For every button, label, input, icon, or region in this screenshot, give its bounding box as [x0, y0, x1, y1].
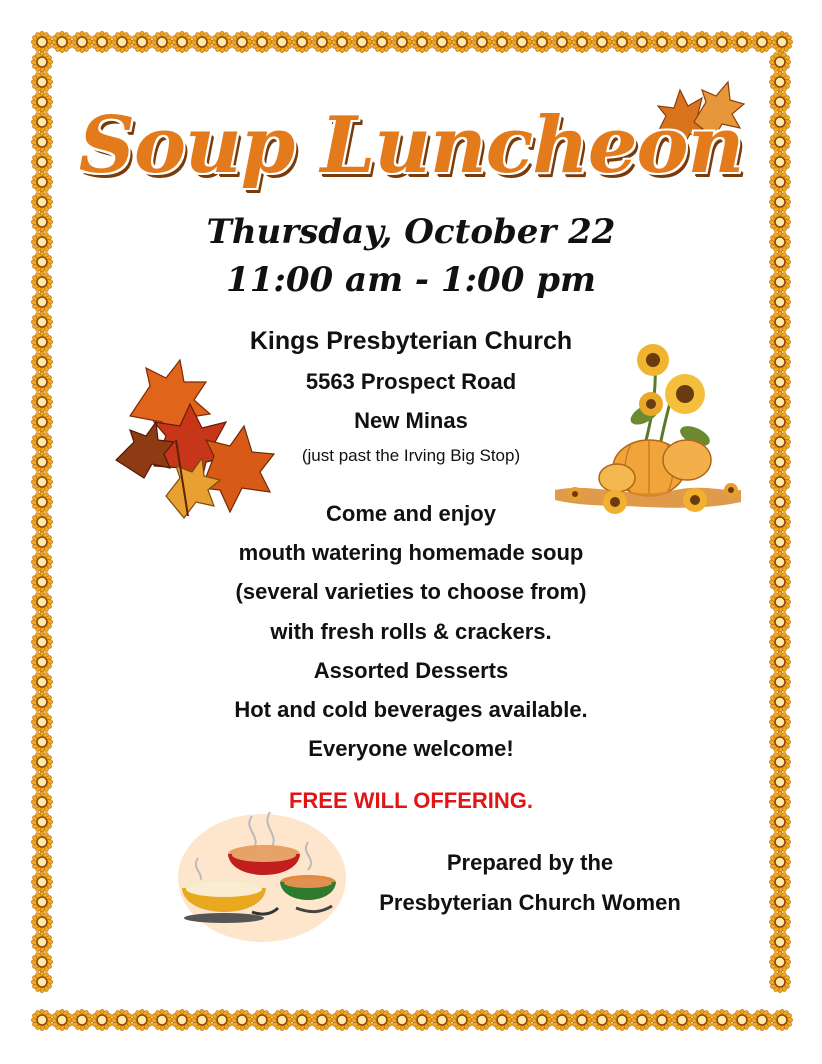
sunflower-border-flower	[451, 31, 472, 52]
sunflower-border-flower	[411, 1009, 432, 1030]
sunflower-border-flower	[511, 31, 532, 52]
sunflower-border-flower	[591, 1009, 612, 1030]
sunflower-border-flower	[771, 31, 792, 52]
sunflower-border-flower	[491, 31, 512, 52]
sunflower-border-flower	[651, 31, 672, 52]
sunflower-border-flower	[411, 31, 432, 52]
sunflower-border-flower	[31, 31, 52, 52]
sunflower-border-flower	[311, 1009, 332, 1030]
prepared-by-line: Prepared by the	[446, 850, 614, 875]
sunflower-border-flower	[31, 1009, 52, 1030]
sunflower-border-flower	[769, 871, 790, 892]
sunflower-border-flower	[291, 1009, 312, 1030]
sunflower-border-flower	[31, 911, 52, 932]
sunflower-border-flower	[769, 191, 790, 212]
sunflower-border-flower	[291, 31, 312, 52]
sunflower-border-flower	[31, 831, 52, 852]
sunflower-border-flower	[611, 31, 632, 52]
prepared-by-line: Presbyterian Church Women	[379, 890, 681, 915]
sunflower-border-flower	[611, 1009, 632, 1030]
sunflower-border-flower	[331, 31, 352, 52]
sunflower-border-flower	[471, 31, 492, 52]
sunflower-border-flower	[751, 31, 772, 52]
sunflower-border-flower	[631, 1009, 652, 1030]
description-line: mouth watering homemade soup	[238, 540, 584, 566]
sunflower-border-flower	[571, 31, 592, 52]
church-address: 5563 Prospect Road	[305, 369, 517, 394]
sunflower-border-flower	[211, 1009, 232, 1030]
sunflower-border-flower	[71, 1009, 92, 1030]
sunflower-border-flower	[551, 31, 572, 52]
sunflower-border-flower	[271, 31, 292, 52]
sunflower-border-flower	[231, 31, 252, 52]
page-title: Soup Luncheon	[78, 100, 744, 191]
sunflower-border-flower	[31, 811, 52, 832]
sunflower-border-flower	[769, 51, 790, 72]
sunflower-border-flower	[51, 1009, 72, 1030]
sunflower-border-flower	[511, 1009, 532, 1030]
sunflower-border-flower	[531, 1009, 552, 1030]
event-description	[0, 494, 822, 768]
sunflower-border-flower	[711, 31, 732, 52]
sunflower-border-flower	[769, 891, 790, 912]
description-line: Hot and cold beverages available.	[234, 696, 588, 722]
sunflower-border-flower	[451, 1009, 472, 1030]
sunflower-border-flower	[71, 31, 92, 52]
sunflower-border-flower	[769, 471, 790, 492]
sunflower-border-flower	[151, 1009, 172, 1030]
sunflower-border-flower	[491, 1009, 512, 1030]
sunflower-border-flower	[171, 31, 192, 52]
sunflower-border-flower	[111, 1009, 132, 1030]
sunflower-border-flower	[671, 31, 692, 52]
sunflower-border-flower	[271, 1009, 292, 1030]
sunflower-border-flower	[371, 1009, 392, 1030]
sunflower-border-flower	[131, 31, 152, 52]
event-date: Thursday, October 22	[206, 212, 616, 252]
prepared-by	[360, 843, 700, 923]
description-line: (several varieties to choose from)	[235, 579, 587, 605]
sunflower-border-flower	[31, 71, 52, 92]
sunflower-border-flower	[111, 31, 132, 52]
sunflower-border-flower	[31, 871, 52, 892]
sunflower-border-flower	[31, 891, 52, 912]
sunflower-border-flower	[91, 1009, 112, 1030]
sunflower-border-flower	[211, 31, 232, 52]
sunflower-border-flower	[31, 951, 52, 972]
sunflower-border-flower	[351, 31, 372, 52]
directions-note: (just past the Irving Big Stop)	[301, 446, 521, 465]
sunflower-border-flower	[769, 831, 790, 852]
sunflower-border-flower	[551, 1009, 572, 1030]
free-will-offering: FREE WILL OFFERING.	[288, 788, 534, 813]
sunflower-border-flower	[571, 1009, 592, 1030]
description-line: Everyone welcome!	[308, 736, 514, 762]
sunflower-border-flower	[371, 31, 392, 52]
sunflower-border-flower	[769, 811, 790, 832]
sunflower-border-flower	[711, 1009, 732, 1030]
sunflower-border-flower	[691, 31, 712, 52]
sunflower-border-flower	[691, 1009, 712, 1030]
sunflower-border-flower	[251, 31, 272, 52]
sunflower-border-flower	[671, 1009, 692, 1030]
sunflower-border-flower	[769, 931, 790, 952]
sunflower-border-flower	[769, 951, 790, 972]
sunflower-border-flower	[311, 31, 332, 52]
sunflower-border-flower	[431, 31, 452, 52]
sunflower-border-flower	[51, 31, 72, 52]
sunflower-border-flower	[771, 1009, 792, 1030]
sunflower-border-flower	[391, 1009, 412, 1030]
sunflower-border-flower	[31, 51, 52, 72]
sunflower-border-flower	[471, 1009, 492, 1030]
sunflower-border-flower	[251, 1009, 272, 1030]
church-town: New Minas	[354, 408, 468, 433]
sunflower-border-flower	[31, 851, 52, 872]
sunflower-border-flower	[151, 31, 172, 52]
sunflower-border-flower	[391, 31, 412, 52]
sunflower-border-flower	[431, 1009, 452, 1030]
sunflower-border-flower	[31, 191, 52, 212]
description-line: with fresh rolls & crackers.	[270, 618, 552, 644]
sunflower-border-flower	[731, 1009, 752, 1030]
description-line: Assorted Desserts	[313, 657, 509, 683]
sunflower-border-flower	[231, 1009, 252, 1030]
sunflower-border-flower	[31, 471, 52, 492]
sunflower-border-flower	[591, 31, 612, 52]
sunflower-border-flower	[351, 1009, 372, 1030]
sunflower-border-flower	[631, 31, 652, 52]
sunflower-border-flower	[769, 971, 790, 992]
sunflower-border-flower	[751, 1009, 772, 1030]
description-line: Come and enjoy	[326, 501, 496, 526]
sunflower-border-flower	[731, 31, 752, 52]
sunflower-border-flower	[191, 31, 212, 52]
church-name: Kings Presbyterian Church	[249, 327, 573, 355]
sunflower-border-flower	[91, 31, 112, 52]
sunflower-border-flower	[769, 851, 790, 872]
event-time: 11:00 am - 1:00 pm	[226, 260, 596, 300]
sunflower-border-flower	[131, 1009, 152, 1030]
sunflower-border-flower	[31, 931, 52, 952]
sunflower-border-flower	[651, 1009, 672, 1030]
sunflower-border-flower	[769, 911, 790, 932]
sunflower-border-flower	[531, 31, 552, 52]
sunflower-border-flower	[31, 971, 52, 992]
sunflower-border-flower	[331, 1009, 352, 1030]
sunflower-border-flower	[191, 1009, 212, 1030]
sunflower-border-flower	[171, 1009, 192, 1030]
soup-bowls-icon	[172, 806, 352, 946]
sunflower-border-flower	[769, 71, 790, 92]
